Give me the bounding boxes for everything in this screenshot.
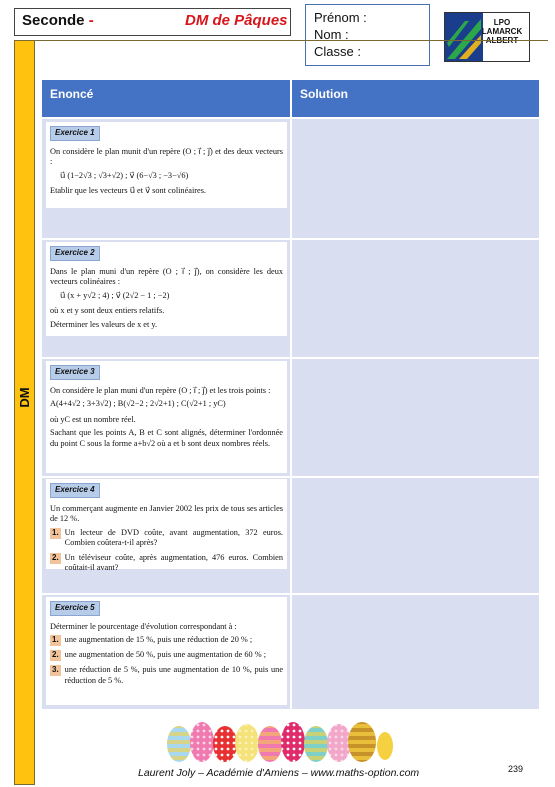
logo-text: LPO LAMARCK ALBERT [481, 18, 523, 45]
easter-eggs-icon [165, 716, 395, 764]
exercise-title: Exercice 4 [50, 483, 100, 498]
exercise-4 [46, 479, 287, 572]
exercise-formula: u⃗ (x + y√2 ; 4) ; v⃗ (2√2 − 1 ; −2) [60, 290, 170, 300]
solution-cell-5[interactable] [292, 595, 539, 709]
exercise-text: Déterminer les valeurs de x et y. [50, 319, 158, 329]
exercise-5 [46, 597, 287, 705]
side-label: DM [17, 387, 32, 408]
question-text: une réduction de 5 %, puis une augmentation de 10 %, puis une réduction de 5 %. [64, 665, 283, 685]
question-number: 3. [52, 665, 59, 674]
exercise-2 [46, 242, 287, 336]
question-text: une augmentation de 50 %, puis une augmentation de 60 % ; [64, 650, 267, 659]
column-header-enonce: Enoncé [42, 80, 290, 117]
question-text: Un lecteur de DVD coûte, avant augmentation, 372 euros. Combien coûtera-t-il après? [64, 527, 283, 547]
question-text: une augmentation de 15 %, puis une réduction de 20 % ; [64, 635, 253, 644]
question-item [50, 650, 283, 661]
nom-label: Nom : [314, 27, 349, 42]
solution-cell-2[interactable] [292, 240, 539, 357]
question-item [50, 553, 283, 574]
exercise-text: Sachant que les points A, B et C sont alignés, déterminer l'ordonnée du point C sous la forme a+b√2 où a et b sont deux nombres réels. [50, 428, 283, 448]
exercise-formula: u⃗ (1−2√3 ; √3+√2) ; v⃗ (6−√3 ; −3−√6) [60, 170, 189, 180]
question-number: 1. [52, 635, 59, 644]
question-number: 1. [52, 527, 59, 537]
exercise-text: Un commerçant augmente en Janvier 2002 les prix de tous ses articles de 12 %. [50, 503, 283, 523]
exercise-text: où x et y sont deux entiers relatifs. [50, 306, 165, 315]
question-item [50, 528, 283, 549]
solution-cell-1[interactable] [292, 119, 539, 238]
question-item [50, 665, 283, 686]
column-header-solution: Solution [292, 80, 539, 117]
level-label: Seconde - [22, 12, 94, 29]
classe-label: Classe : [314, 44, 361, 59]
exercise-3 [46, 361, 287, 473]
solution-cell-3[interactable] [292, 359, 539, 476]
exercise-text: Dans le plan muni d'un repère (O ; i⃗ ; j⃗), on considère les deux vecteurs colinéaires : [50, 266, 283, 286]
exercise-title: Exercice 3 [50, 365, 100, 380]
exercise-title: Exercice 2 [50, 246, 100, 261]
solution-cell-4[interactable] [292, 478, 539, 593]
document-title: DM de Pâques [185, 12, 288, 29]
question-number: 2. [52, 650, 59, 659]
question-item [50, 635, 283, 646]
exercise-title: Exercice 5 [50, 601, 100, 616]
exercise-text: Etablir que les vecteurs u⃗ et v⃗ sont colinéaires. [50, 186, 207, 195]
exercise-formula: A(4+4√2 ; 3+3√2) ; B(√2−2 ; 2√2+1) ; C(√2+1 ; yC) [50, 399, 226, 408]
exercise-text: On considère le plan munit d'un repère (O ; i⃗ ; j⃗) et des deux vecteurs : [50, 146, 283, 166]
exercise-text: où yC est un nombre réel. [50, 414, 136, 424]
footer-credit: Laurent Joly – Académie d'Amiens – www.maths-option.com [138, 767, 420, 779]
question-text: Un téléviseur coûte, après augmentation, 476 euros. Combien coûtait-il avant? [64, 552, 283, 572]
prenom-label: Prénom : [314, 10, 367, 25]
question-number: 2. [52, 552, 59, 562]
exercise-text: On considère le plan muni d'un repère (O ; i⃗ ; j⃗) et les trois points : [50, 385, 271, 395]
page-number: 239 [508, 764, 524, 774]
exercise-text: Déterminer le pourcentage d'évolution correspondant à : [50, 621, 237, 631]
exercise-title: Exercice 1 [50, 126, 100, 141]
exercise-1 [46, 122, 287, 208]
side-band [14, 40, 35, 785]
